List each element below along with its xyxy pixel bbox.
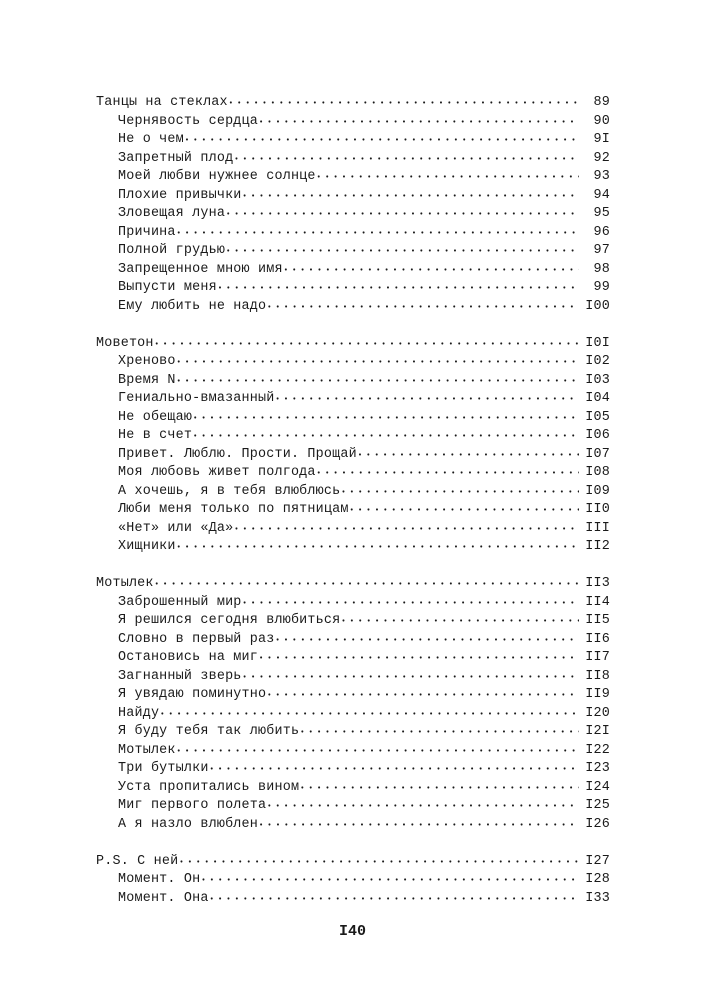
dot-leader bbox=[179, 853, 579, 873]
section-heading bbox=[96, 335, 610, 354]
entry-title: Полной грудью bbox=[118, 243, 226, 258]
toc-entry bbox=[96, 612, 610, 631]
entry-title: Не в счет bbox=[118, 428, 193, 443]
entry-title: Люби меня только по пятницам bbox=[118, 502, 349, 517]
entry-page-number: 97 bbox=[593, 243, 610, 258]
dot-leader bbox=[358, 446, 579, 466]
toc-entry bbox=[96, 538, 610, 557]
entry-page-number: I22 bbox=[585, 742, 610, 758]
dot-leader bbox=[259, 649, 579, 669]
entry-title: Гениально-вмазанный bbox=[118, 391, 275, 406]
toc-entry bbox=[96, 409, 610, 428]
toc-entry bbox=[96, 353, 610, 372]
table-of-contents bbox=[96, 94, 610, 927]
dot-leader bbox=[234, 150, 579, 170]
entry-title: Чернявость сердца bbox=[118, 113, 259, 129]
dot-leader bbox=[317, 168, 579, 188]
entry-title: Хищники bbox=[118, 539, 176, 554]
entry-page-number: 90 bbox=[593, 113, 610, 129]
toc-entry bbox=[96, 816, 610, 835]
dot-leader bbox=[243, 187, 579, 207]
dot-leader bbox=[300, 723, 579, 743]
dot-leader bbox=[155, 335, 579, 355]
entry-title: Остановись на миг bbox=[118, 650, 259, 665]
dot-leader bbox=[185, 131, 579, 151]
toc-entry bbox=[96, 205, 610, 224]
entry-title: Моветон bbox=[96, 335, 154, 351]
entry-title: Я решился сегодня влюбиться bbox=[118, 613, 341, 628]
entry-title: Уста пропитались вином bbox=[118, 779, 300, 795]
toc-entry bbox=[96, 760, 610, 779]
entry-page-number: 9I bbox=[593, 132, 610, 147]
entry-title: Не обещаю bbox=[118, 409, 193, 425]
entry-page-number: I20 bbox=[585, 705, 610, 721]
entry-title: Время N bbox=[118, 372, 176, 388]
toc-entry bbox=[96, 797, 610, 816]
entry-title: Словно в первый раз bbox=[118, 631, 275, 647]
toc-entry bbox=[96, 261, 610, 280]
entry-title: Моя любовь живет полгода bbox=[118, 465, 316, 480]
entry-page-number: II9 bbox=[585, 687, 610, 702]
dot-leader bbox=[275, 390, 579, 410]
dot-leader bbox=[218, 279, 579, 299]
entry-title: Ему любить не надо bbox=[118, 298, 267, 314]
entry-title: А я назло влюблен bbox=[118, 816, 259, 832]
entry-page-number: II0 bbox=[585, 502, 610, 517]
toc-entry bbox=[96, 705, 610, 724]
entry-title: Миг первого полета bbox=[118, 798, 267, 813]
toc-entry bbox=[96, 242, 610, 261]
dot-leader bbox=[177, 538, 579, 558]
entry-title: Три бутылки bbox=[118, 761, 209, 776]
toc-entry bbox=[96, 113, 610, 132]
dot-leader bbox=[177, 372, 579, 392]
section-heading bbox=[96, 575, 610, 594]
toc-entry bbox=[96, 446, 610, 465]
dot-leader bbox=[259, 816, 579, 836]
entry-page-number: I07 bbox=[585, 446, 610, 462]
toc-entry bbox=[96, 779, 610, 798]
toc-entry bbox=[96, 483, 610, 502]
dot-leader bbox=[234, 520, 579, 540]
section-heading bbox=[96, 853, 610, 872]
toc-entry bbox=[96, 131, 610, 150]
entry-page-number: I00 bbox=[585, 298, 610, 314]
toc-entry bbox=[96, 631, 610, 650]
toc-entry bbox=[96, 668, 610, 687]
toc-entry bbox=[96, 298, 610, 317]
entry-title: Мотылек bbox=[118, 742, 176, 758]
toc-entry bbox=[96, 723, 610, 742]
dot-leader bbox=[350, 501, 579, 521]
dot-leader bbox=[341, 483, 579, 503]
dot-leader bbox=[226, 205, 579, 225]
dot-leader bbox=[243, 668, 579, 688]
entry-title: Момент. Она bbox=[118, 890, 209, 906]
entry-page-number: II5 bbox=[585, 613, 610, 628]
toc-entry bbox=[96, 187, 610, 206]
dot-leader bbox=[259, 113, 579, 133]
entry-title: Не о чем bbox=[118, 132, 184, 147]
entry-page-number: 95 bbox=[593, 206, 610, 221]
toc-entry bbox=[96, 168, 610, 187]
toc-entry bbox=[96, 224, 610, 243]
toc-entry bbox=[96, 150, 610, 169]
dot-leader bbox=[243, 594, 579, 614]
dot-leader bbox=[267, 298, 579, 318]
entry-page-number: II7 bbox=[585, 650, 610, 665]
entry-page-number: I04 bbox=[585, 391, 610, 406]
entry-page-number: 94 bbox=[593, 187, 610, 203]
entry-page-number: I08 bbox=[585, 465, 610, 480]
toc-entry bbox=[96, 594, 610, 613]
entry-title: Мотылек bbox=[96, 576, 154, 591]
entry-page-number: I33 bbox=[585, 890, 610, 906]
dot-leader bbox=[201, 871, 579, 891]
entry-title: Зловещая луна bbox=[118, 206, 226, 221]
entry-title: Заброшенный мир bbox=[118, 594, 242, 610]
toc-entry bbox=[96, 649, 610, 668]
toc-section bbox=[96, 335, 610, 557]
toc-section bbox=[96, 575, 610, 834]
dot-leader bbox=[160, 705, 579, 725]
entry-page-number: 89 bbox=[593, 95, 610, 110]
entry-title: Момент. Он bbox=[118, 872, 201, 887]
entry-title: Танцы на стеклах bbox=[96, 95, 228, 110]
section-heading bbox=[96, 94, 610, 113]
dot-leader bbox=[284, 261, 579, 281]
entry-title: Я буду тебя так любить bbox=[118, 724, 300, 739]
entry-title: Плохие привычки bbox=[118, 187, 242, 203]
entry-page-number: I24 bbox=[585, 779, 610, 795]
entry-page-number: I25 bbox=[585, 798, 610, 813]
entry-title: Запрещенное мною имя bbox=[118, 261, 283, 277]
dot-leader bbox=[177, 353, 579, 373]
entry-page-number: 99 bbox=[593, 280, 610, 295]
toc-entry bbox=[96, 871, 610, 890]
entry-page-number: I0I bbox=[585, 335, 610, 351]
entry-page-number: I28 bbox=[585, 872, 610, 887]
entry-page-number: 98 bbox=[593, 261, 610, 277]
entry-title: Моей любви нужнее солнце bbox=[118, 169, 316, 184]
entry-page-number: 92 bbox=[593, 150, 610, 166]
entry-title: Привет. Люблю. Прости. Прощай bbox=[118, 446, 357, 462]
entry-page-number: I26 bbox=[585, 816, 610, 832]
entry-title: Загнанный зверь bbox=[118, 668, 242, 684]
dot-leader bbox=[155, 575, 579, 595]
toc-entry bbox=[96, 890, 610, 909]
entry-title: Запретный плод bbox=[118, 150, 234, 166]
entry-page-number: I02 bbox=[585, 354, 610, 369]
dot-leader bbox=[317, 464, 579, 484]
dot-leader bbox=[177, 224, 579, 244]
toc-section bbox=[96, 853, 610, 909]
dot-leader bbox=[275, 631, 579, 651]
toc-entry bbox=[96, 501, 610, 520]
entry-page-number: I06 bbox=[585, 428, 610, 443]
toc-entry bbox=[96, 390, 610, 409]
entry-page-number: I05 bbox=[585, 409, 610, 425]
dot-leader bbox=[267, 686, 579, 706]
entry-page-number: I03 bbox=[585, 372, 610, 388]
toc-entry bbox=[96, 427, 610, 446]
toc-entry bbox=[96, 464, 610, 483]
entry-page-number: I27 bbox=[585, 853, 610, 869]
dot-leader bbox=[226, 242, 579, 262]
toc-entry bbox=[96, 686, 610, 705]
toc-entry bbox=[96, 742, 610, 761]
entry-page-number: II8 bbox=[585, 668, 610, 684]
dot-leader bbox=[341, 612, 579, 632]
dot-leader bbox=[229, 94, 579, 114]
toc-entry bbox=[96, 279, 610, 298]
dot-leader bbox=[300, 779, 579, 799]
toc-entry bbox=[96, 520, 610, 539]
entry-page-number: I2I bbox=[585, 724, 610, 739]
entry-page-number: II4 bbox=[585, 594, 610, 610]
entry-page-number: II2 bbox=[585, 539, 610, 554]
entry-title: Причина bbox=[118, 224, 176, 240]
entry-title: P.S. С ней bbox=[96, 853, 179, 869]
entry-page-number: I23 bbox=[585, 761, 610, 776]
entry-page-number: I09 bbox=[585, 483, 610, 499]
entry-title: «Нет» или «Да» bbox=[118, 520, 234, 536]
dot-leader bbox=[267, 797, 579, 817]
toc-section bbox=[96, 94, 610, 316]
dot-leader bbox=[193, 409, 579, 429]
dot-leader bbox=[177, 742, 579, 762]
entry-title: Я увядаю поминутно bbox=[118, 687, 267, 702]
dot-leader bbox=[210, 890, 579, 910]
toc-entry bbox=[96, 372, 610, 391]
entry-page-number: III bbox=[585, 520, 610, 536]
entry-page-number: II3 bbox=[585, 576, 610, 591]
entry-page-number: II6 bbox=[585, 631, 610, 647]
dot-leader bbox=[193, 427, 579, 447]
dot-leader bbox=[210, 760, 579, 780]
entry-title: Найду bbox=[118, 705, 160, 721]
entry-title: Хреново bbox=[118, 354, 176, 369]
entry-title: Выпусти меня bbox=[118, 280, 217, 295]
entry-title: А хочешь, я в тебя влюблюсь bbox=[118, 483, 341, 499]
entry-page-number: 93 bbox=[593, 169, 610, 184]
entry-page-number: 96 bbox=[593, 224, 610, 240]
page-number: I40 bbox=[338, 923, 366, 940]
